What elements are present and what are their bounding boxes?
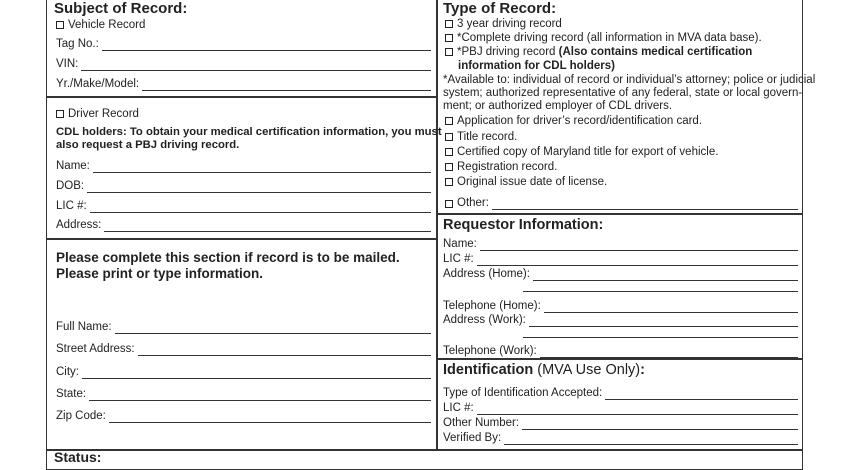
zip-code-field[interactable]: Zip Code: xyxy=(56,409,431,423)
requestor-heading: Requestor Information: xyxy=(443,217,604,233)
available-note-2: system; authorized representative of any federal, state or local govern- xyxy=(443,87,803,99)
driver-lic-field[interactable]: LIC #: xyxy=(56,199,431,213)
type-option-other[interactable]: Other: xyxy=(445,196,798,210)
full-name-field[interactable]: Full Name: xyxy=(56,320,431,334)
type-option-certified-copy[interactable]: Certified copy of Maryland title for export of vehicle. xyxy=(445,145,718,159)
driver-record-option[interactable]: Driver Record xyxy=(56,107,139,121)
id-lic-field[interactable]: LIC #: xyxy=(443,401,798,415)
available-note-1: *Available to: individual of record or individual’s attorney; police or judicial xyxy=(443,74,816,86)
driver-name-field[interactable]: Name: xyxy=(56,159,431,173)
type-option-3yr[interactable]: 3 year driving record xyxy=(445,17,562,31)
checkbox-icon[interactable] xyxy=(445,163,453,171)
verified-by-field[interactable]: Verified By: xyxy=(443,431,798,445)
dob-field[interactable]: DOB: xyxy=(56,179,431,193)
type-option-original-issue[interactable]: Original issue date of license. xyxy=(445,175,607,189)
vehicle-record-option[interactable]: Vehicle Record xyxy=(56,18,145,32)
checkbox-icon[interactable] xyxy=(445,200,453,208)
id-type-field[interactable]: Type of Identification Accepted: xyxy=(443,386,798,400)
mail-heading-2: Please print or type information. xyxy=(56,266,264,281)
yr-make-model-field[interactable]: Yr./Make/Model: xyxy=(56,77,431,91)
cdl-note-1: CDL holders: To obtain your medical certification information, you must xyxy=(56,126,442,138)
state-field[interactable]: State: xyxy=(56,387,431,401)
cdl-note-2: also request a PBJ driving record. xyxy=(56,139,240,151)
status-heading: Status: xyxy=(54,449,102,465)
driver-address-field[interactable]: Address: xyxy=(56,218,431,232)
type-heading: Type of Record: xyxy=(443,0,557,17)
address-work-field[interactable]: Address (Work): xyxy=(443,313,798,327)
type-option-title[interactable]: Title record. xyxy=(445,130,517,144)
requestor-name-field[interactable]: Name: xyxy=(443,237,798,251)
pbj-bold-note: (Also contains medical certification xyxy=(558,46,753,58)
subject-heading: Subject of Record: xyxy=(54,0,188,17)
telephone-home-field[interactable]: Telephone (Home): xyxy=(443,299,798,313)
checkbox-icon[interactable] xyxy=(445,117,453,125)
type-option-pbj[interactable]: *PBJ driving record (Also contains medical certification xyxy=(445,45,752,59)
vin-field[interactable]: VIN: xyxy=(56,57,431,71)
available-note-3: ment; or authorized employer of CDL drivers. xyxy=(443,100,673,112)
checkbox-icon[interactable] xyxy=(445,133,453,141)
requestor-lic-field[interactable]: LIC #: xyxy=(443,252,798,266)
street-address-field[interactable]: Street Address: xyxy=(56,342,431,356)
identification-heading: Identification (MVA Use Only): xyxy=(443,362,645,378)
address-home-field[interactable]: Address (Home): xyxy=(443,267,798,281)
tag-no-field[interactable]: Tag No.: xyxy=(56,37,431,51)
mail-heading-1: Please complete this section if record is to be mailed. xyxy=(56,250,400,265)
type-option-application[interactable]: Application for driver’s record/identification card. xyxy=(445,114,702,128)
type-option-complete[interactable]: *Complete driving record (all information in MVA data base). xyxy=(445,31,762,45)
checkbox-icon[interactable] xyxy=(445,178,453,186)
type-option-registration[interactable]: Registration record. xyxy=(445,160,557,174)
checkbox-icon[interactable] xyxy=(445,34,453,42)
pbj-bold-note-2: information for CDL holders) xyxy=(458,60,615,72)
address-home-line-2[interactable] xyxy=(523,291,798,292)
other-number-field[interactable]: Other Number: xyxy=(443,416,798,430)
checkbox-icon[interactable] xyxy=(56,110,64,118)
telephone-work-field[interactable]: Telephone (Work): xyxy=(443,344,798,358)
checkbox-icon[interactable] xyxy=(445,148,453,156)
address-work-line-2[interactable] xyxy=(523,337,798,338)
status-section xyxy=(46,450,803,470)
checkbox-icon[interactable] xyxy=(445,20,453,28)
city-field[interactable]: City: xyxy=(56,365,431,379)
checkbox-icon[interactable] xyxy=(445,48,453,56)
checkbox-icon[interactable] xyxy=(56,21,64,29)
